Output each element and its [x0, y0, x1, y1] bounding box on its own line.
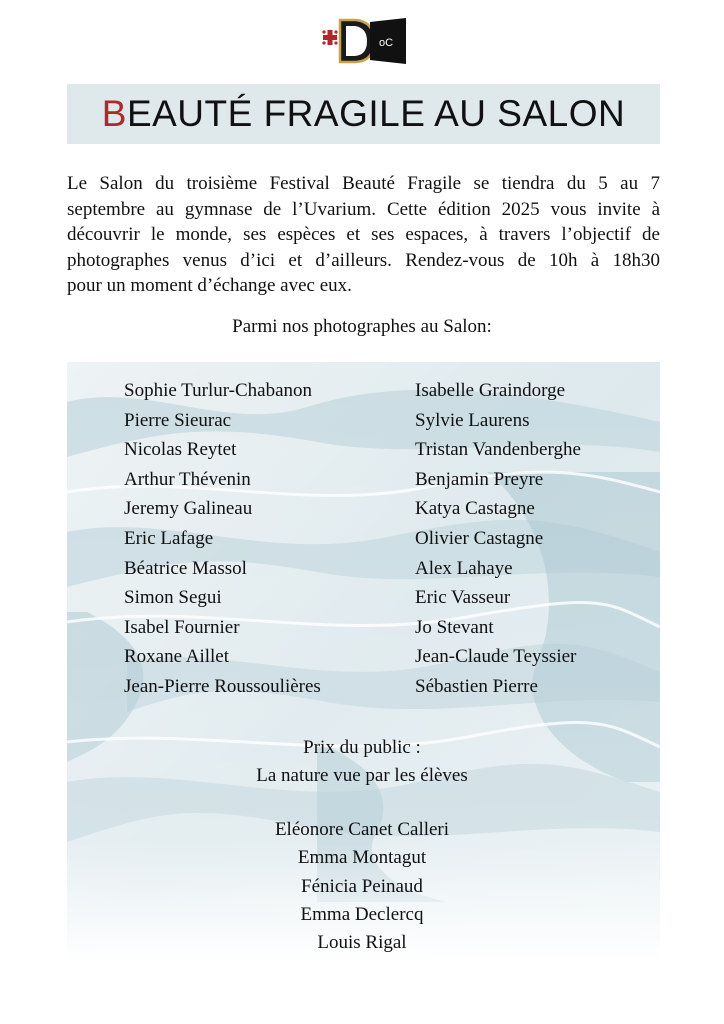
- photographer-name: Sophie Turlur-Chabanon: [124, 380, 313, 401]
- photographer-name: Jean-Pierre Roussoulières: [124, 675, 321, 697]
- intro-paragraph: [67, 171, 660, 299]
- photographer-name: Eric Vasseur: [415, 587, 511, 609]
- title-first-letter: B: [101, 93, 127, 134]
- photographer-name: Olivier Castagne: [415, 527, 544, 549]
- title-rest: EAUTÉ FRAGILE AU SALON: [126, 93, 626, 134]
- student-list: [0, 816, 724, 957]
- photographer-name: Béatrice Massol: [124, 557, 247, 579]
- photographer-name: Benjamin Preyre: [415, 468, 544, 490]
- photographer-name: Arthur Thévenin: [124, 468, 251, 490]
- student-name: Emma Declercq: [300, 903, 424, 925]
- intro-line: Le Salon du troisième Festival Beauté Fragile se tiendra du 5 au 7: [67, 173, 660, 194]
- student-name: Fénicia Peinaud: [301, 875, 423, 897]
- photographer-name: Roxane Aillet: [124, 646, 230, 668]
- intro-line: pour un moment d’échange avec eux.: [67, 275, 352, 296]
- intro-line: photographes venus d’ici et d’ailleurs. Rendez-vous de 10h à 18h30: [67, 249, 660, 271]
- prize-subtitle: La nature vue par les élèves: [256, 765, 468, 786]
- title-band: [67, 84, 660, 144]
- photographer-name: Tristan Vandenberghe: [415, 439, 581, 461]
- photographer-name: Jean-Claude Teyssier: [415, 646, 577, 668]
- photographer-name: Jo Stevant: [415, 616, 494, 638]
- photographers-right-column: [415, 376, 581, 702]
- svg-text:oC: oC: [379, 37, 394, 49]
- prize-heading: [0, 734, 724, 790]
- photographer-name: Simon Segui: [124, 587, 222, 609]
- student-name: Emma Montagut: [297, 847, 427, 869]
- photographer-name: Isabel Fournier: [124, 616, 240, 638]
- intro-line: découvrir le monde, ses espèces et ses espaces, à travers l’objectif de: [67, 224, 660, 245]
- photographer-name: Jeremy Galineau: [124, 498, 253, 520]
- photographer-name: Sébastien Pierre: [415, 675, 538, 697]
- student-name: Louis Rigal: [317, 932, 407, 954]
- intro-line: septembre au gymnase de l’Uvarium. Cette édition 2025 vous invite à: [67, 198, 660, 220]
- doc-festival-logo-icon: [320, 14, 408, 68]
- photographer-name: Pierre Sieurac: [124, 409, 232, 431]
- photographers-left-column: [124, 376, 321, 702]
- photographer-name: Eric Lafage: [124, 527, 214, 549]
- photographers-heading: Parmi nos photographes au Salon:: [232, 316, 492, 337]
- photographer-name: Isabelle Graindorge: [415, 380, 566, 401]
- photographer-name: Nicolas Reytet: [124, 439, 237, 461]
- photographer-name: Alex Lahaye: [415, 557, 513, 579]
- student-name: Eléonore Canet Calleri: [274, 819, 450, 840]
- prize-title: Prix du public :: [303, 737, 421, 758]
- photographer-name: Katya Castagne: [415, 498, 535, 520]
- page-title: [102, 93, 626, 135]
- photographer-name: Sylvie Laurens: [415, 409, 530, 431]
- festival-logo: [320, 14, 408, 68]
